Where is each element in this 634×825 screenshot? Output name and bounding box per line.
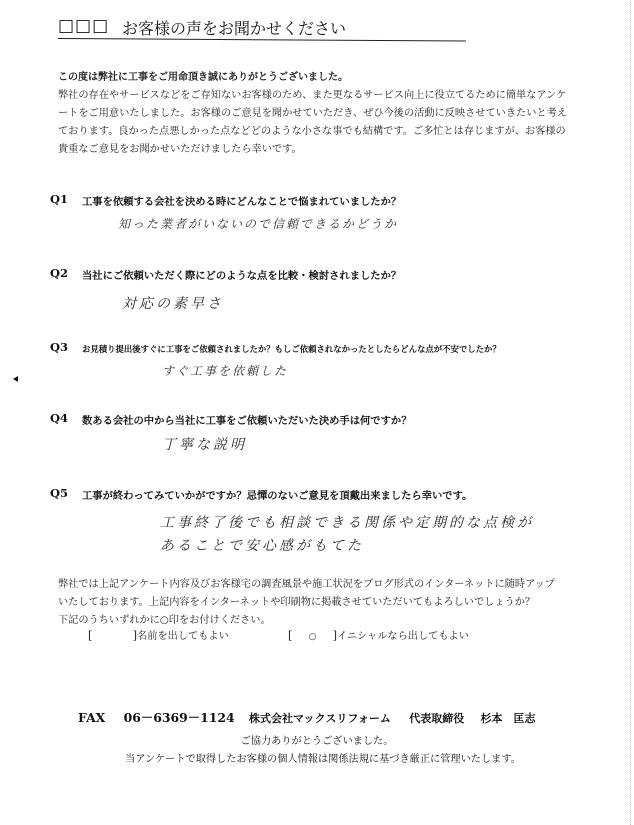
- margin-arrow-icon: [13, 376, 18, 382]
- option-bracket-open: [: [288, 629, 293, 642]
- page-title: お客様の声をお聞かせください: [122, 19, 347, 38]
- representative-name: 杉本 匡志: [480, 712, 536, 725]
- question-number-1: Q1: [50, 192, 69, 206]
- option-bracket-close: ]: [132, 629, 138, 642]
- title-underline: [58, 38, 466, 41]
- intro-line-4: ております。良かった点悪しかった点などどのような小さな事でも結構です。ご多忙とは存じますが、お客様の: [58, 126, 566, 137]
- representative-title: 代表取締役: [409, 712, 465, 725]
- consent-option-name[interactable]: [88, 627, 229, 642]
- intro-line-5: 貴重なご意見をお聞かせいただけましたら幸いです。: [58, 144, 302, 155]
- consent-option-initials[interactable]: [288, 627, 469, 642]
- intro-line-2: 弊社の存在やサービスなどをご存知ないお客様のため、また更なるサービス向上に役立てるために簡単なアンケ: [58, 90, 567, 101]
- question-text-4: 数ある会社の中から当社に工事をご依頼いただいた決め手は何ですか？: [82, 415, 412, 427]
- intro-line-1: この度は弊社に工事をご用命頂き誠にありがとうございました。: [58, 72, 348, 83]
- option-label-initials: イニシャルなら出してもよい: [337, 631, 469, 642]
- question-number-4: Q4: [50, 411, 69, 425]
- consent-line-2: いたしております。上記内容をインターネットや印刷物に掲載させていただいてもよろしいでしょうか？: [58, 597, 536, 608]
- question-text-2: 当社にご依頼いただく際にどのような点を比較・検討されましたか？: [82, 270, 402, 282]
- scan-edge-line: [630, 0, 631, 825]
- consent-line-3: 下記のうちいずれかに○印をお付けください。: [58, 615, 271, 626]
- answer-4: 丁寧な説明: [162, 437, 247, 453]
- fax-label: FAX: [78, 710, 106, 725]
- thanks-message: ご協力ありがとうございました。: [240, 736, 394, 747]
- question-text-3: お見積り提出後すぐに工事をご依頼されましたか？もしご依頼されなかったとしたらどんな点が不安でしたか？: [82, 344, 501, 354]
- answer-1: 知った業者がいないので信頼できるかどうか: [118, 217, 399, 231]
- question-number-3: Q3: [50, 340, 69, 354]
- question-text-1: 工事を依頼する会社を決める時にどんなことで悩まれていましたか？: [82, 196, 402, 208]
- option-bracket-close: ]: [332, 629, 338, 642]
- option-bracket-open: [: [88, 629, 93, 642]
- privacy-notice: 当アンケートで取得したお客様の個人情報は関係法規に基づき厳正に管理いたします。: [125, 754, 521, 765]
- answer-5-line-2: あることで安心感がもてた: [160, 538, 364, 554]
- footer-contact: [78, 708, 536, 726]
- answer-3: すぐ工事を依頼した: [162, 364, 289, 378]
- option-mark-circled[interactable]: ○: [308, 632, 317, 642]
- title-checkboxes: □□□: [58, 16, 110, 36]
- option-label-name: 名前を出してもよい: [137, 631, 229, 642]
- question-number-5: Q5: [50, 486, 69, 500]
- company-name: 株式会社マックスリフォーム: [248, 712, 391, 725]
- consent-line-1: 弊社では上記アンケート内容及びお客様宅の調査風景や施工状況をブログ形式のインターネットに随時アップ: [58, 579, 555, 590]
- intro-line-3: ートをご用意いたしました。お客様のご意見を聞かせていただき、ぜひ今後の活動に反映させていきたいと考え: [58, 108, 567, 119]
- fax-number: 06－6369－1124: [123, 710, 235, 725]
- question-text-5: 工事が終わってみていかがですか？忌憚のないご意見を頂戴出来ましたら幸いです。: [82, 490, 473, 502]
- question-number-2: Q2: [50, 266, 69, 280]
- answer-5-line-1: 工事終了後でも相談できる関係や定期的な点検が: [160, 515, 534, 531]
- answer-2-text: 対応の素早さ: [122, 296, 224, 312]
